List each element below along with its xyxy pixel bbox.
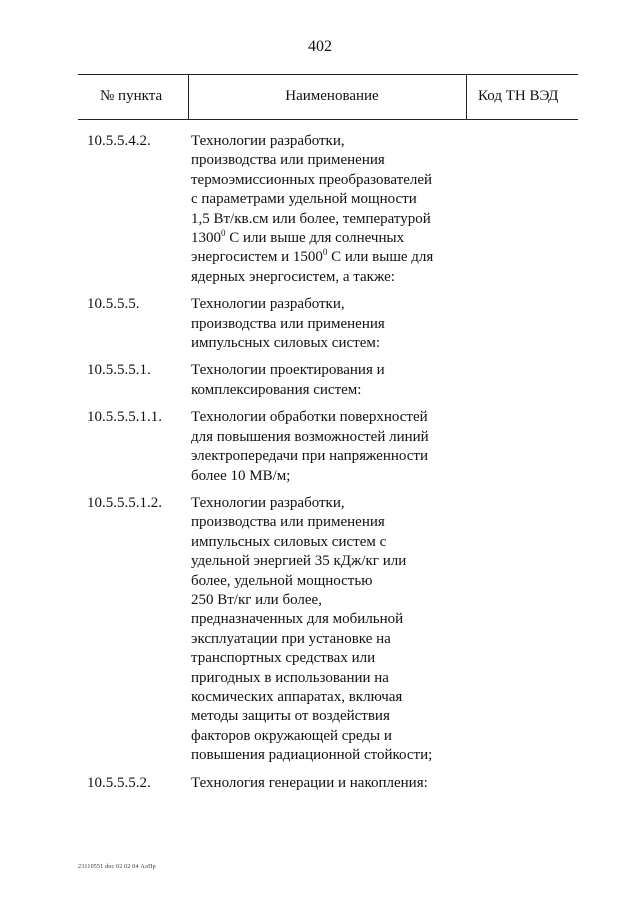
item-number: 10.5.5.5.1.2. (87, 494, 162, 511)
footer-code: 23110551 doc 02 02 04 АлПр (78, 864, 156, 870)
header-item-number: № пункта (100, 88, 163, 104)
description-line: более, удельной мощностью (191, 572, 373, 589)
table-row (0, 774, 640, 793)
description-line: эксплуатации при установке на (191, 630, 391, 647)
description-line: предназначенных для мобильной (191, 611, 404, 628)
item-description (191, 295, 469, 353)
header-item-code: Код ТН ВЭД (478, 88, 559, 104)
item-description (191, 774, 469, 793)
description-line: пригодных в использовании на (191, 669, 389, 686)
table-body (0, 132, 640, 801)
description-line: энергосистем и 1500$^0$ С или выше для (191, 247, 434, 266)
page-number: 402 (308, 38, 332, 55)
description-line: удельной энергией 35 кДж/кг или (191, 553, 407, 570)
description-line: 1300$^0$ С или выше для солнечных (191, 228, 405, 247)
description-line: Технология генерации и накопления: (191, 774, 428, 791)
description-line: космических аппаратах, включая (191, 688, 403, 705)
item-description (191, 132, 469, 287)
table-row (0, 494, 640, 766)
description-line: термоэмиссионных преобразователей (191, 171, 433, 188)
header-divider (188, 75, 189, 119)
table-row (0, 295, 640, 353)
header-item-name: Наименование (285, 88, 379, 104)
description-line: производства или применения (191, 514, 385, 531)
description-line: для повышения возможностей линий (191, 428, 429, 445)
item-number: 10.5.5.5.2. (87, 774, 151, 791)
item-number: 10.5.5.5.1. (87, 362, 151, 379)
table-row (0, 361, 640, 400)
description-line: Технологии разработки, (191, 133, 345, 149)
description-line: повышения радиационной стойкости; (191, 747, 433, 764)
table-header (78, 74, 578, 120)
item-number: 10.5.5.5. (87, 296, 140, 313)
item-description (191, 408, 469, 486)
item-description (191, 361, 469, 400)
item-number: 10.5.5.5.1.1. (87, 409, 162, 426)
description-line: комплексирования систем: (191, 381, 362, 398)
description-line: Технологии проектирования и (191, 362, 385, 379)
description-line: факторов окружающей среды и (191, 727, 392, 744)
description-line: Технологии разработки, (191, 296, 345, 313)
description-line: ядерных энергосистем, а также: (191, 268, 395, 285)
table-row (0, 408, 640, 486)
description-line: 250 Вт/кг или более, (191, 591, 322, 608)
description-line: производства или применения (191, 315, 385, 332)
description-line: транспортных средствах или (191, 650, 376, 667)
table-row (0, 132, 640, 287)
item-number: 10.5.5.4.2. (87, 133, 151, 149)
description-line: более 10 МВ/м; (191, 467, 291, 484)
description-line: импульсных силовых систем с (191, 533, 387, 550)
description-line: с параметрами удельной мощности (191, 191, 417, 208)
description-line: Технологии обработки поверхностей (191, 409, 428, 426)
description-line: производства или применения (191, 152, 385, 169)
description-line: импульсных силовых систем: (191, 335, 381, 352)
description-line: методы защиты от воздействия (191, 708, 390, 725)
description-line: Технологии разработки, (191, 494, 345, 511)
description-line: 1,5 Вт/кв.см или более, температурой (191, 210, 431, 227)
description-line: электропередачи при напряженности (191, 448, 429, 465)
item-description (191, 494, 469, 766)
